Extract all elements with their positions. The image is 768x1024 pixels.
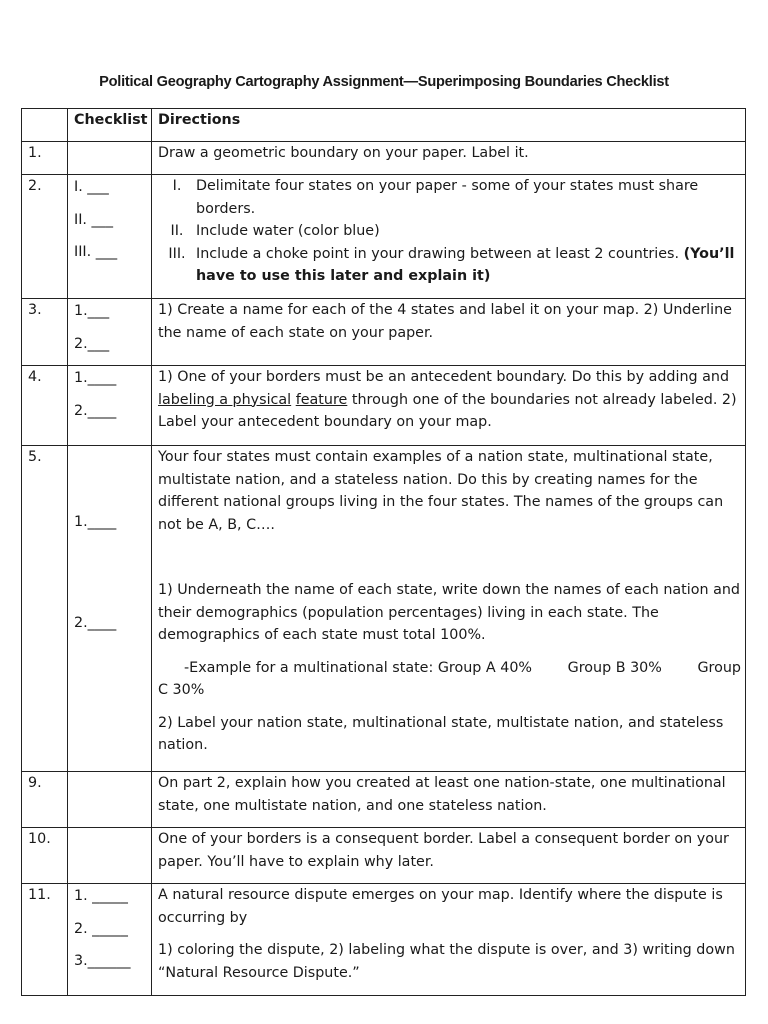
example-line <box>158 657 741 680</box>
check-blank[interactable]: 1. _____ <box>74 888 128 904</box>
table-row <box>22 175 746 299</box>
underlined-text: feature <box>295 391 348 408</box>
direction-text: 1) Underneath the name of each state, write down the names of each nation and their demographics (population percentages) living in each state. The demographics of each state must total 100%. <box>158 582 740 643</box>
directions-cell <box>152 175 746 299</box>
list-text <box>196 243 741 288</box>
directions-cell <box>152 884 746 996</box>
check-blank[interactable]: 3.______ <box>74 953 131 969</box>
table-row <box>22 142 746 175</box>
check-blank[interactable]: 2.____ <box>74 614 117 631</box>
row-number: 2. <box>22 175 68 299</box>
example-group-c: Group <box>697 659 741 676</box>
checklist-cell <box>68 175 152 299</box>
list-item <box>158 220 741 243</box>
table-row <box>22 299 746 366</box>
list-numeral: III. <box>168 245 186 262</box>
checklist-cell <box>68 772 152 828</box>
check-blank[interactable]: 1.___ <box>74 303 110 319</box>
row-number: 9. <box>22 772 68 828</box>
direction-text: 1) Create a name for each of the 4 states and label it on your map. 2) Underline the name of each state on your paper. <box>152 299 746 366</box>
page-title: Political Geography Cartography Assignment—Superimposing Boundaries Checklist <box>99 74 669 90</box>
table-row <box>22 884 746 996</box>
directions-cell <box>152 446 746 772</box>
header-directions: Directions <box>152 109 746 142</box>
check-blank[interactable]: I. ___ <box>74 179 109 195</box>
list-item <box>158 175 741 220</box>
check-blank[interactable]: II. ___ <box>74 211 113 228</box>
example-group-a: -Example for a multinational state: Group A 40% <box>184 659 533 676</box>
checklist-table <box>21 108 746 996</box>
checklist-cell <box>68 446 152 772</box>
list-numeral: II. <box>170 223 184 239</box>
table-header-row <box>22 109 746 142</box>
row-number: 5. <box>22 446 68 772</box>
row-number: 3. <box>22 299 68 366</box>
checklist-cell <box>68 828 152 884</box>
direction-text: A natural resource dispute emerges on your map. Identify where the dispute is occurring by <box>158 887 723 926</box>
check-blank[interactable]: 2.____ <box>74 402 117 419</box>
row-number: 10. <box>22 828 68 884</box>
table-row <box>22 772 746 828</box>
table-row <box>22 446 746 772</box>
roman-list <box>158 175 741 288</box>
header-num <box>22 109 68 142</box>
list-text: Delimitate four states on your paper - some of your states must share borders. <box>196 178 699 217</box>
direction-text: One of your borders is a consequent border. Label a consequent border on your paper. You’ll have to explain why later. <box>152 828 746 884</box>
direction-text: On part 2, explain how you created at least one nation-state, one multinational state, one multistate nation, and one stateless nation. <box>152 772 746 828</box>
direction-text: 1) One of your borders must be an antecedent boundary. Do this by adding and <box>158 369 730 385</box>
direction-text: Your four states must contain examples of a nation state, multinational state, multistate nation, and a stateless nation. Do this by creating names for the different national groups living in the four states. The names of the groups can not be A, B, C…. <box>158 449 724 533</box>
checklist-cell <box>68 299 152 366</box>
check-blank[interactable]: 2. _____ <box>74 920 128 937</box>
list-numeral: I. <box>172 178 182 194</box>
list-item <box>158 243 741 288</box>
check-blank[interactable]: 2.___ <box>74 335 110 352</box>
table-row <box>22 828 746 884</box>
check-blank[interactable]: III. ___ <box>74 244 118 260</box>
underlined-text: labeling a physical <box>158 391 292 408</box>
checklist-cell <box>68 884 152 996</box>
checklist-cell <box>68 142 152 175</box>
direction-text: Draw a geometric boundary on your paper. Label it. <box>152 142 746 175</box>
row-number: 1. <box>22 142 68 175</box>
check-blank[interactable]: 1.____ <box>74 514 117 530</box>
checklist-cell <box>68 366 152 446</box>
example-group-b: Group B 30% <box>567 659 662 676</box>
directions-cell <box>152 366 746 446</box>
row-number: 4. <box>22 366 68 446</box>
list-text-bold: (You’ll have to use this later and explain it) <box>196 245 735 284</box>
direction-text: through one of the boundaries not already labeled. 2) Label your antecedent boundary on your map. <box>158 391 737 430</box>
table-row <box>22 366 746 446</box>
example-group-c-value: C 30% <box>158 682 205 698</box>
list-text: Include water (color blue) <box>196 223 380 239</box>
list-text-plain: Include a choke point in your drawing between at least 2 countries. <box>196 245 680 262</box>
direction-text: 2) Label your nation state, multinational state, multistate nation, and stateless nation. <box>158 714 724 753</box>
header-checklist: Checklist <box>68 109 152 142</box>
row-number: 11. <box>22 884 68 996</box>
check-blank[interactable]: 1.____ <box>74 370 117 386</box>
direction-text: 1) coloring the dispute, 2) labeling what the dispute is over, and 3) writing down “Natural Resource Dispute.” <box>158 942 735 981</box>
